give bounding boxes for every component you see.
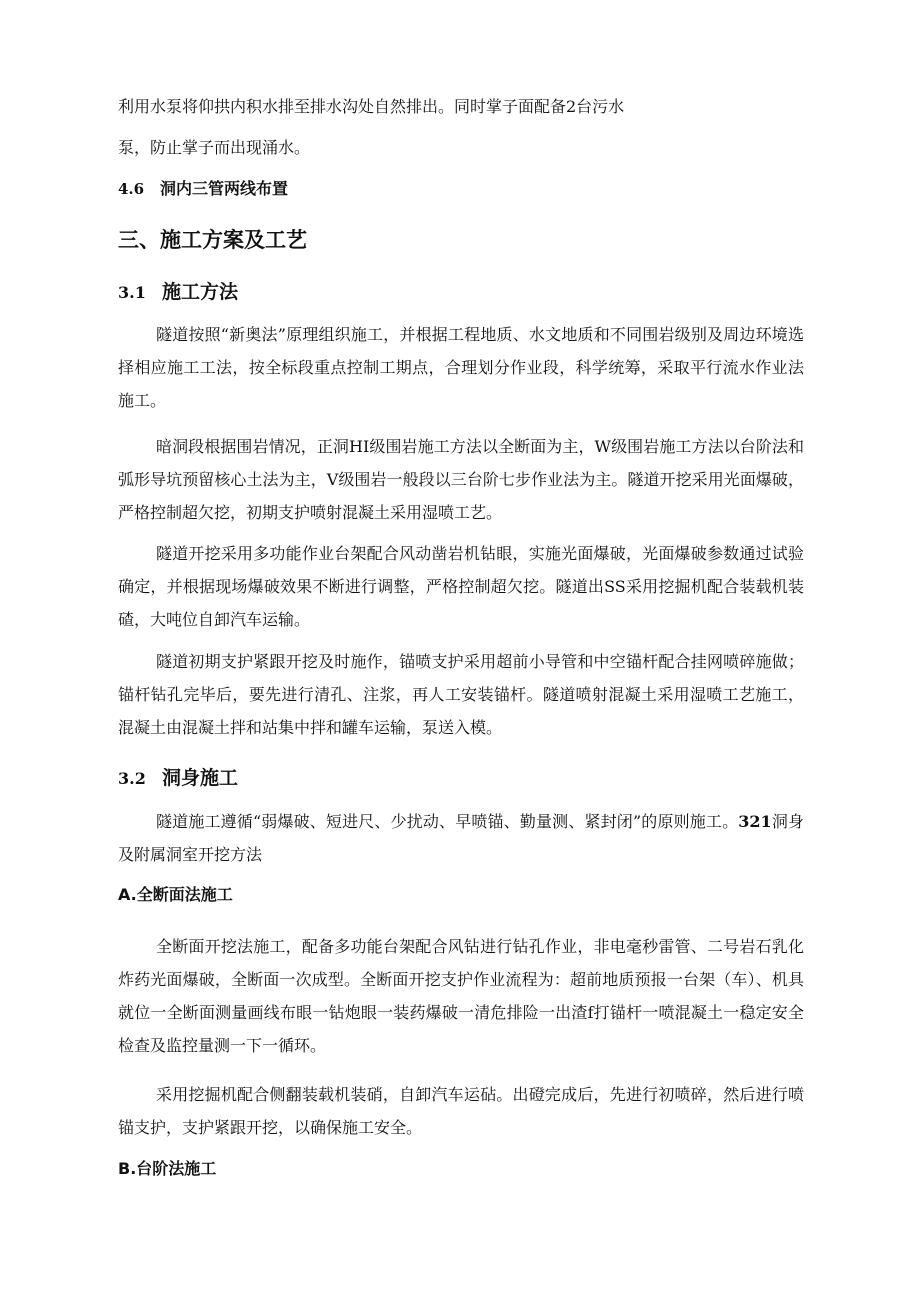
- heading-3-1: [118, 278, 804, 307]
- heading-b: [118, 1157, 804, 1181]
- paragraph-pump-line-2: 泵，防止掌子而出现涌水。: [118, 138, 311, 157]
- paragraph-method-3: 隧道开挖采用多功能作业台架配合风动凿岩机钻眼，实施光面爆破，光面爆破参数通过试验确定，并根据现场爆破效果不断进行调整，严格控制超欠挖。隧道出SS采用挖掘机配合装载机装碴，大吨位自卸汽车运输。: [118, 544, 804, 629]
- heading-text: 洞身施工: [162, 767, 239, 789]
- paragraph-body-1: [118, 805, 804, 871]
- paragraph-method-4: 隧道初期支护紧跟开挖及时施作，锚喷支护采用超前小导管和中空锚杆配合挂网喷碎施做；锚杆钻孔完毕后，要先进行清孔、注浆，再人工安装锚杆。隧道喷射混凝土采用湿喷工艺施工，混凝土由混凝土拌和站集中拌和罐车运输，泵送入模。: [118, 652, 804, 737]
- paragraph-body-text: 隧道施工遵循“弱爆破、短进尺、少扰动、早喷锚、勤量测、紧封闭”的原则施工。: [156, 812, 739, 831]
- heading-4-6: [118, 177, 804, 201]
- heading-3-2: [118, 764, 804, 793]
- heading-text: 洞内三管两线布置: [160, 179, 289, 198]
- heading-text: 全断面法施工: [136, 885, 233, 904]
- paragraph-body-tail: 洞身及附属洞室开挖方法: [118, 812, 804, 864]
- heading-section-3: 三、施工方案及工艺: [118, 228, 307, 252]
- heading-number: 4.6: [118, 180, 145, 198]
- heading-letter: A.: [118, 885, 137, 904]
- heading-number: 3.2: [118, 769, 146, 788]
- paragraph-method-1: 隧道按照“新奥法”原理组织施工，并根据工程地质、水文地质和不同围岩级别及周边环境选择相应施工工法，按全标段重点控制工期点，合理划分作业段，科学统筹，采取平行流水作业法施工。: [118, 325, 804, 410]
- heading-letter: B.: [118, 1159, 137, 1178]
- paragraph-full-section-2: 采用挖掘机配合侧翻装载机装硝，自卸汽车运砧。出磴完成后，先进行初喷碎，然后进行喷锚支护，支护紧跟开挖，以确保施工安全。: [118, 1085, 804, 1137]
- subsection-number: 321: [738, 812, 772, 831]
- heading-a: [118, 883, 804, 907]
- heading-text: 台阶法施工: [136, 1159, 217, 1178]
- heading-text: 施工方法: [162, 281, 239, 303]
- paragraph-method-2: 暗洞段根据围岩情况，正洞HI级围岩施工方法以全断面为主，W级围岩施工方法以台阶法和弧形导坑预留核心土法为主，V级围岩一般段以三台阶七步作业法为主。隧道开挖采用光面爆破，严格控制超欠挖，初期支护喷射混凝土采用湿喷工艺。: [118, 437, 804, 522]
- heading-number: 3.1: [118, 283, 146, 302]
- paragraph-full-section-1: 全断面开挖法施工，配备多功能台架配合风钻进行钻孔作业，非电毫秒雷管、二号岩石乳化炸药光面爆破，全断面一次成型。全断面开挖支护作业流程为：超前地质预报一台架（车）、机具就位一全断面测量画线布眼一钻炮眼一装药爆破一清危排险一出渣f打锚杆一喷混凝土一稳定安全检查及监控量测一下一循环。: [118, 937, 804, 1055]
- paragraph-pump-line-1: 利用水泵将仰拱内积水排至排水沟处自然排出。同时掌子面配备2台污水: [118, 97, 625, 116]
